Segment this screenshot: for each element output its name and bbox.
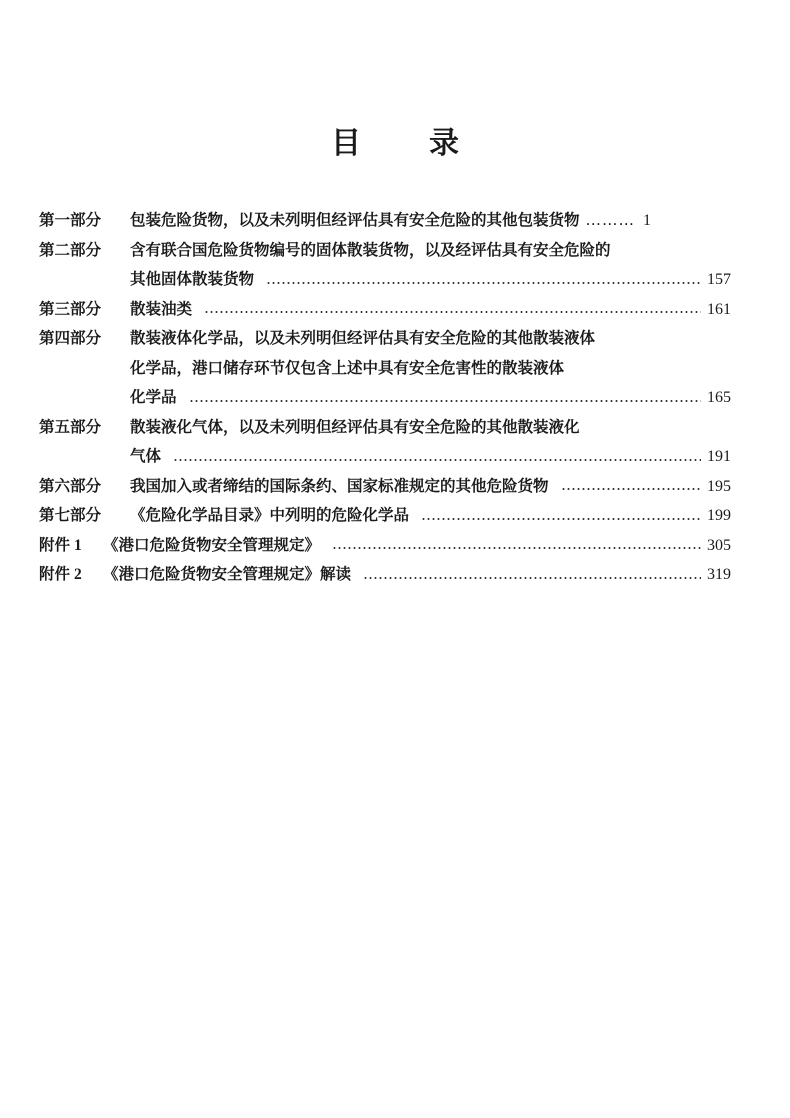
toc-attachment-label (39, 560, 103, 590)
toc-part-label: 第五部分 (39, 417, 102, 436)
toc-dot-leader: ……… (585, 211, 636, 229)
toc-page-number: 305 (707, 536, 731, 554)
attachment-number: 1 (74, 536, 82, 554)
toc-dot-leader (421, 518, 701, 520)
attachment-number: 2 (74, 566, 82, 583)
toc-part-label: 第七部分 (39, 506, 102, 524)
toc-entry-title-cont: 其他固体散装货物 (130, 270, 255, 288)
toc-dot-leader (189, 400, 701, 402)
toc-entry-title: 《危险化学品目录》中列明的危险化学品 (130, 506, 410, 524)
toc-dot-leader (363, 577, 701, 579)
toc-dot-leader (266, 282, 701, 284)
toc-dot-leader (204, 311, 701, 313)
toc-entry-title: 《港口危险货物安全管理规定》 (103, 535, 321, 554)
toc-entry-title-cont: 气体 (130, 447, 162, 465)
toc-part-label: 第四部分 (39, 329, 102, 347)
toc-entry-part-5[interactable] (39, 413, 731, 472)
toc-part-label: 第二部分 (39, 240, 102, 259)
toc-entry-part-6[interactable] (39, 472, 731, 502)
toc-entry-part-2[interactable] (39, 236, 731, 295)
toc-entry-part-4[interactable] (39, 324, 731, 413)
toc-dot-leader (332, 547, 701, 549)
toc-page-number: 191 (707, 448, 731, 465)
toc-dot-leader (173, 459, 701, 461)
toc-entry-title: 《港口危险货物安全管理规定》解读 (103, 565, 352, 583)
toc-entry-title-cont: 化学品 (130, 388, 177, 406)
toc-part-label: 第三部分 (39, 299, 102, 318)
attachment-word: 附件 (39, 535, 71, 554)
toc-entry-part-7[interactable] (39, 501, 731, 531)
toc-page-number: 319 (707, 566, 731, 583)
toc-entry-title: 散装液化气体，以及未列明但经评估具有安全危险的其他散装液化 (130, 417, 580, 436)
toc-page-number: 199 (707, 507, 731, 524)
page-title (0, 118, 790, 162)
toc-entry-title-cont: 化学品，港口储存环节仅包含上述中具有安全危害性的散装液体 (130, 358, 565, 377)
toc-page-number: 165 (707, 389, 731, 406)
toc-entry-title: 散装液体化学品，以及未列明但经评估具有安全危险的其他散装液体 (130, 329, 596, 347)
toc-entry-title: 散装油类 (130, 299, 193, 318)
toc-entry-title: 包装危险货物，以及未列明但经评估具有安全危险的其他包装货物 (130, 211, 580, 229)
toc-part-label: 第六部分 (39, 476, 102, 495)
toc-entry-attachment-1[interactable] (39, 531, 731, 561)
toc-attachment-label (39, 531, 103, 561)
title-char-2: 录 (429, 126, 459, 161)
toc-part-label: 第一部分 (39, 211, 102, 229)
toc-page-number: 157 (707, 271, 731, 288)
toc-page-number: 195 (707, 477, 731, 495)
toc-page-number: 1 (643, 212, 652, 229)
toc-entry-title: 含有联合国危险货物编号的固体散装货物，以及经评估具有安全危险的 (130, 240, 611, 259)
toc-entry-title: 我国加入或者缔结的国际条约、国家标准规定的其他危险货物 (130, 476, 549, 495)
toc-page-number: 161 (707, 300, 731, 318)
toc-dot-leader (561, 488, 701, 490)
attachment-word: 附件 (39, 565, 71, 583)
toc-entry-attachment-2[interactable] (39, 560, 731, 590)
table-of-contents (39, 206, 731, 590)
toc-entry-part-1[interactable] (39, 206, 731, 236)
title-char-1: 目 (331, 126, 361, 161)
toc-entry-part-3[interactable] (39, 295, 731, 325)
